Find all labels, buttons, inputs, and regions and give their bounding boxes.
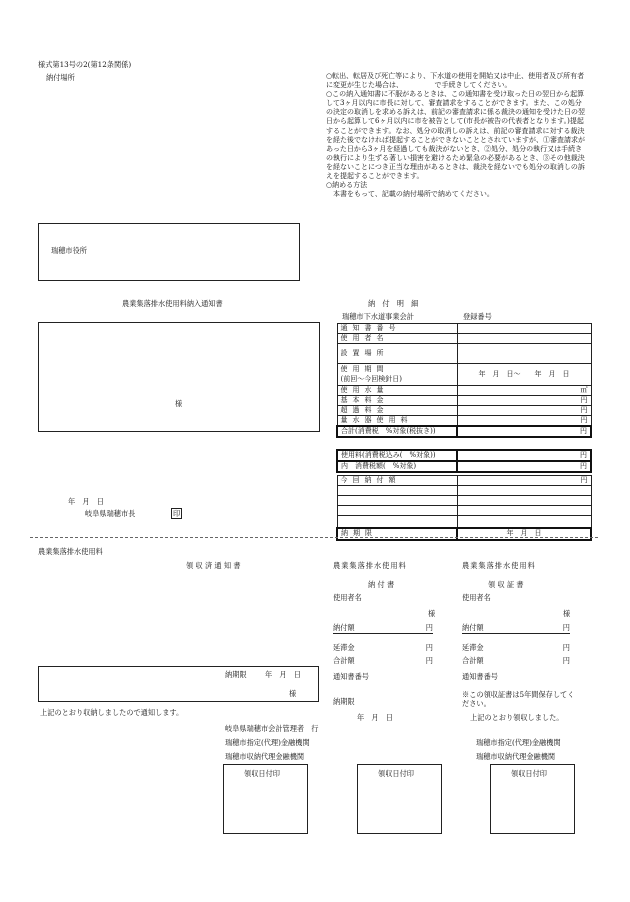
row-label: 納期限: [337, 528, 457, 540]
table-row: [337, 496, 591, 506]
addressee-suffix: 様: [289, 689, 297, 698]
row-label: 量水器使用料: [337, 416, 457, 426]
cert-sama: 様: [563, 609, 571, 618]
cert-received: 上記のとおり領収しました。: [470, 713, 564, 722]
cert-category: 農業集落排水使用料: [462, 561, 536, 570]
note-item: ○転出、転居及び死亡等により、下水道の使用を開始又は中止、使用者及び所有者に変更が生じた場合は、 で手続きしてください。: [326, 72, 585, 90]
table-row: [337, 416, 591, 426]
details-table: [336, 323, 592, 438]
row-label: 合計(消費税 %対象(税抜き)): [337, 426, 457, 437]
tax-table: [336, 449, 592, 473]
receipt-notice-box: [38, 666, 319, 702]
cert-stamp-box: [490, 764, 575, 834]
receipt-notice-title: 領 収 済 通 知 書: [186, 561, 241, 570]
row-value: 円: [457, 450, 591, 461]
addressee-suffix: 様: [175, 399, 183, 408]
row-value: ㎥: [457, 386, 591, 396]
table-row: [337, 396, 591, 406]
registration-label: 登録番号: [463, 312, 492, 321]
row-value: 円: [457, 426, 591, 437]
cert-amount-row: [462, 623, 570, 634]
row-label: 使用料(消費税込み( %対象)): [337, 450, 457, 461]
table-row: [337, 516, 591, 528]
slip-category: 農業集落排水使用料: [333, 561, 407, 570]
yen: 円: [425, 623, 433, 632]
stamp-box: [223, 764, 308, 834]
deadline-date: 年 月 日: [265, 670, 301, 679]
cert-total-row: [462, 656, 570, 665]
row-label: 基本料金: [337, 396, 457, 406]
late-label: 延滞金: [333, 643, 355, 652]
row-value: 円: [457, 476, 591, 486]
row-value: 円: [457, 416, 591, 426]
row-value: 年 月 日～ 年 月 日: [457, 364, 591, 386]
total-label: 合計額: [333, 656, 355, 665]
row-label: 使用水量: [337, 386, 457, 396]
notified-text: 上記のとおり収納しましたので通知します。: [40, 708, 184, 717]
slip-amount-row: [333, 623, 433, 634]
row-label: [337, 364, 457, 386]
note-item: ○納める方法: [326, 181, 368, 190]
slip-title: 納 付 書: [368, 580, 395, 589]
slip-deadline-label: 納期限: [333, 697, 355, 706]
yen: 円: [562, 623, 570, 632]
row-label: 通知書番号: [337, 324, 457, 334]
yen: 円: [562, 643, 570, 652]
bank2: 瑞穂市収納代理金融機関: [225, 752, 305, 761]
table-row: [337, 344, 591, 364]
slip-user-label: 使用者名: [333, 593, 362, 602]
cert-late-row: [462, 643, 570, 652]
stamp-label: 領収日付印: [244, 769, 280, 778]
late-label: 延滞金: [462, 643, 484, 652]
cert-bank1: 瑞穂市指定(代理)金融機関: [476, 738, 561, 747]
total-label: 合計額: [462, 656, 484, 665]
row-label: 使用者名: [337, 334, 457, 344]
yen: 円: [562, 656, 570, 665]
stamp-label: 領収日付印: [378, 769, 414, 778]
receipt-category: 農業集落排水使用料: [38, 547, 103, 556]
row-value: [457, 324, 591, 334]
issue-date: 年 月 日: [68, 497, 104, 506]
office-name: 瑞穂市役所: [51, 246, 87, 255]
slip-date: 年 月 日: [357, 713, 393, 722]
table-row: [337, 406, 591, 416]
amount-label: 納付額: [462, 623, 484, 632]
table-row: [337, 426, 591, 437]
table-row: [337, 486, 591, 496]
notes: [326, 72, 588, 199]
row-value: 円: [457, 461, 591, 472]
note-item: 本書をもって、記載の納付場所で納めてください。: [326, 190, 494, 199]
stamp-label: 領収日付印: [511, 769, 547, 778]
bank1: 瑞穂市指定(代理)金融機関: [225, 738, 310, 747]
deadline-label: 納期限: [225, 670, 247, 679]
issuer: 岐阜県瑞穂市長: [85, 509, 136, 518]
row-label: 内 消費税額( %対象): [337, 461, 457, 472]
row-value: 円: [457, 396, 591, 406]
period-label: 使用期間: [340, 365, 389, 374]
addressee-box: [38, 322, 320, 432]
table-row: [337, 334, 591, 344]
seal: 印: [173, 509, 181, 518]
office-box: [38, 223, 300, 281]
payment-table: [336, 475, 592, 541]
cert-title: 領 収 証 書: [488, 580, 524, 589]
table-row: [337, 324, 591, 334]
form-number: 様式第13号の2(第12条関係): [38, 60, 132, 69]
note-item: ○この納入通知書に不服があるときは、この通知書を受け取った日の翌日から起算して3ヶ月以内に市長に対して、審査請求をすることができます。また、この処分の決定の取消しを求める訴えは、前記の審査請求に係る裁決の通知を受けた日の翌日から起算して6ヶ月以内に市を被告として(市長が被告の代表者となります。)提起することができます。なお、処分の取消しの訴えは、前記の審査請求に対する裁決を経た後でなければ提起することができないこととされていますが、①審査請求があった日から3ヶ月を経過しても裁決がないとき、②処分、処分の執行又は手続きの執行により生ずる著しい損害を避けるため緊急の必要があるとき、③その他裁決を経ないことにつき正当な理由があるときは、裁決を経ないでも処分の取消しの訴えを提起することができます。: [326, 90, 585, 181]
cut-line: [30, 537, 598, 538]
slip-stamp-box: [357, 764, 442, 834]
table-row: [337, 476, 591, 486]
slip-sama: 様: [428, 609, 436, 618]
slip-late-row: [333, 643, 433, 652]
details-title: 納 付 明 細: [368, 299, 419, 308]
table-row: [337, 386, 591, 396]
row-value: 円: [457, 406, 591, 416]
row-value: [457, 334, 591, 344]
amount-label: 納付額: [333, 623, 355, 632]
slip-notice-no: 通知書番号: [333, 672, 369, 681]
row-value: 年 月 日: [457, 528, 591, 540]
cert-keep-note: ※この領収証書は5年間保存してください。: [462, 690, 575, 708]
row-label: 今回納付額: [337, 476, 457, 486]
yen: 円: [425, 643, 433, 652]
cert-bank2: 瑞穂市収納代理金融機関: [476, 752, 556, 761]
payment-place-label: 納付場所: [46, 73, 75, 82]
cert-notice-no: 通知書番号: [462, 672, 498, 681]
period-sublabel: (前回～今回検針日): [340, 374, 402, 383]
details-org: 瑞穂市下水道事業会計: [342, 312, 414, 321]
row-label: 超過料金: [337, 406, 457, 416]
row-label: 設置場所: [337, 344, 457, 364]
table-row: [337, 506, 591, 516]
table-row: [337, 364, 591, 386]
notice-title: 農業集落排水使用料納入通知書: [122, 299, 223, 308]
treasurer: 岐阜県瑞穂市会計管理者 行: [225, 724, 319, 733]
table-row: [337, 450, 591, 461]
cert-user-label: 使用者名: [462, 593, 491, 602]
yen: 円: [425, 656, 433, 665]
slip-total-row: [333, 656, 433, 665]
table-row: [337, 461, 591, 472]
row-value: [457, 344, 591, 364]
